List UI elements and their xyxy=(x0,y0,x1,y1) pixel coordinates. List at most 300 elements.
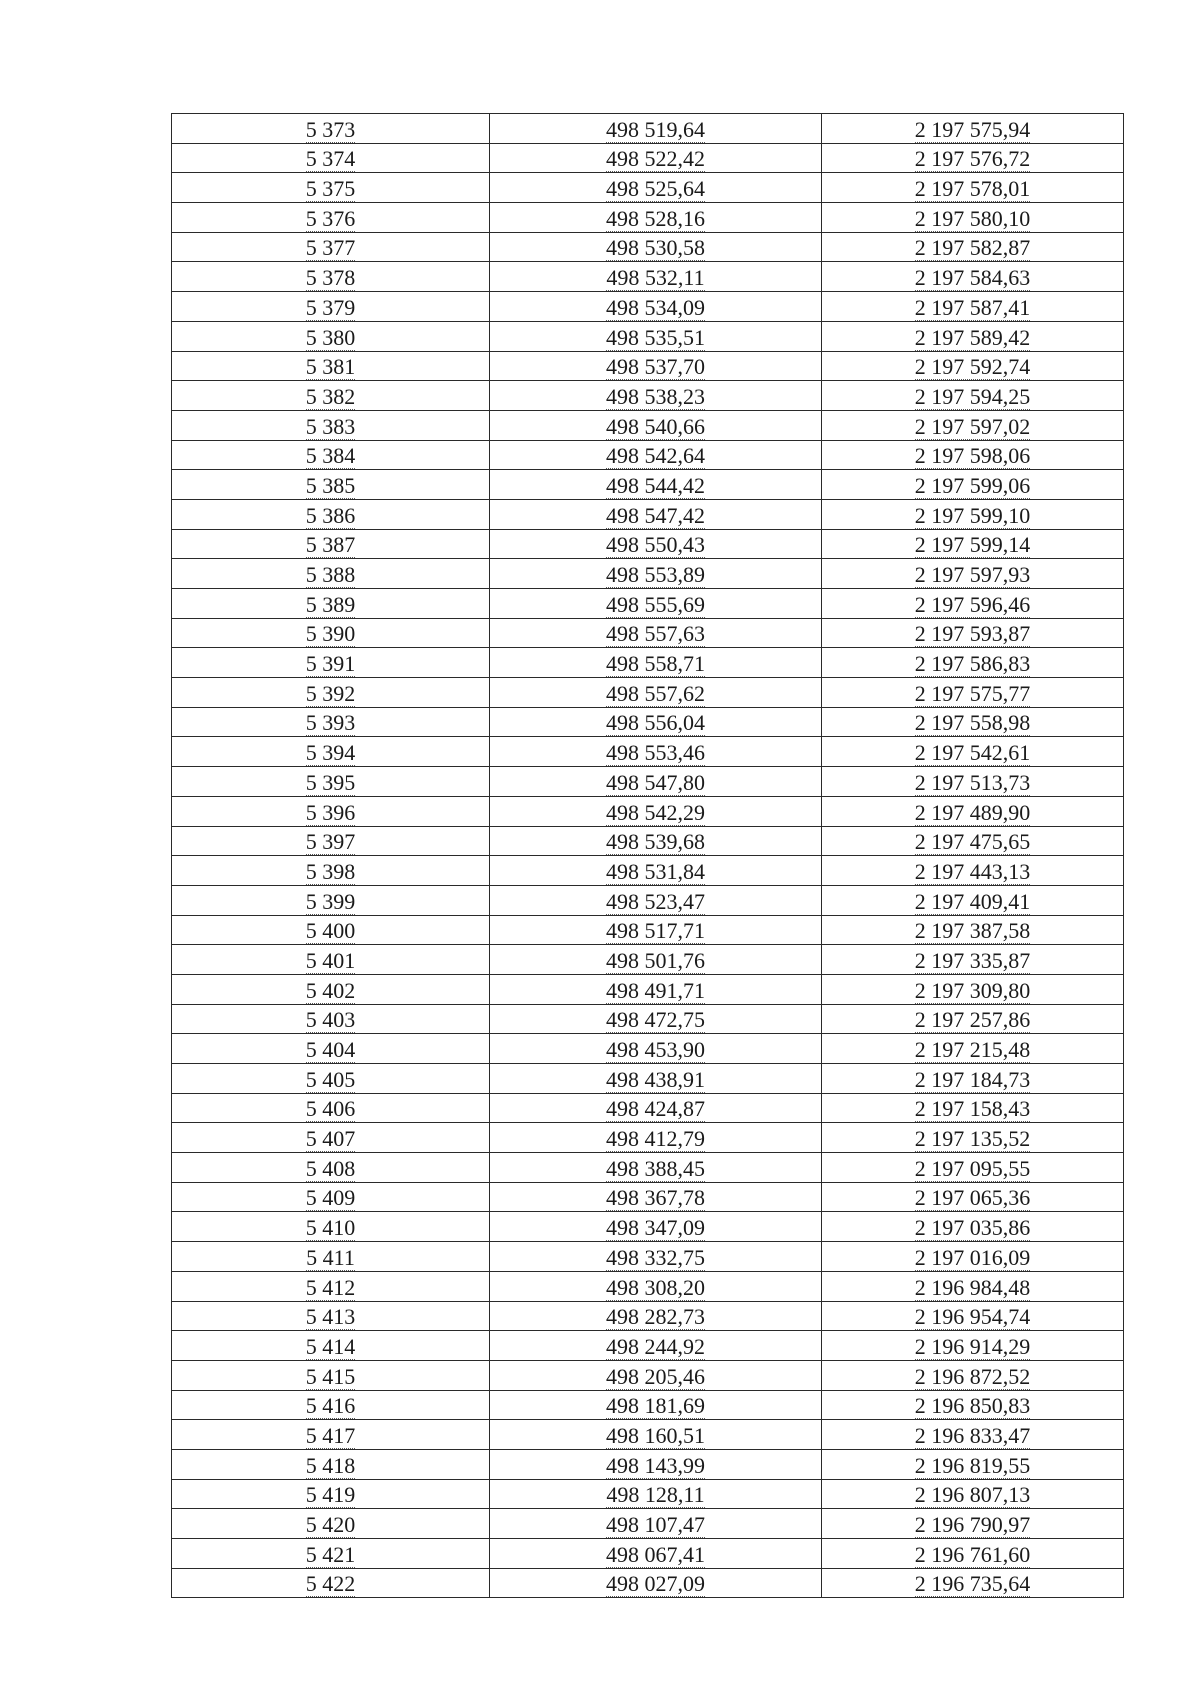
cell-text: 5 415 xyxy=(305,1363,356,1389)
cell-text: 2 196 807,13 xyxy=(914,1482,1031,1508)
x-coordinate-cell xyxy=(490,410,822,440)
x-coordinate-cell xyxy=(490,915,822,945)
cell-text: 5 402 xyxy=(305,977,356,1003)
point-number-cell xyxy=(172,321,490,351)
y-coordinate-cell xyxy=(822,499,1124,529)
cell-text: 5 401 xyxy=(305,947,356,973)
table-row xyxy=(172,381,1124,411)
y-coordinate-cell xyxy=(822,915,1124,945)
cell-text: 5 403 xyxy=(305,1007,356,1033)
y-coordinate-cell xyxy=(822,1420,1124,1450)
cell-text: 2 197 184,73 xyxy=(914,1066,1031,1092)
cell-text: 2 197 335,87 xyxy=(914,947,1031,973)
cell-text: 2 197 443,13 xyxy=(914,858,1031,884)
table-row xyxy=(172,1242,1124,1272)
cell-text: 5 385 xyxy=(305,472,356,498)
coordinates-table-body xyxy=(172,114,1124,1598)
y-coordinate-cell xyxy=(822,440,1124,470)
x-coordinate-cell xyxy=(490,618,822,648)
y-coordinate-cell xyxy=(822,262,1124,292)
cell-text: 5 410 xyxy=(305,1215,356,1241)
cell-text: 498 525,64 xyxy=(606,176,705,202)
x-coordinate-cell xyxy=(490,1123,822,1153)
y-coordinate-cell xyxy=(822,648,1124,678)
table-row xyxy=(172,470,1124,500)
x-coordinate-cell xyxy=(490,974,822,1004)
cell-text: 5 390 xyxy=(305,621,356,647)
table-row xyxy=(172,1331,1124,1361)
cell-text: 498 424,87 xyxy=(606,1096,705,1122)
cell-text: 2 197 582,87 xyxy=(914,235,1031,261)
cell-text: 5 416 xyxy=(305,1393,356,1419)
cell-text: 2 196 761,60 xyxy=(914,1541,1031,1567)
cell-text: 5 373 xyxy=(305,116,356,142)
x-coordinate-cell xyxy=(490,321,822,351)
cell-text: 2 197 095,55 xyxy=(914,1155,1031,1181)
table-row xyxy=(172,1034,1124,1064)
point-number-cell xyxy=(172,559,490,589)
cell-text: 2 197 580,10 xyxy=(914,205,1031,231)
cell-text: 2 197 558,98 xyxy=(914,710,1031,736)
cell-text: 5 377 xyxy=(305,235,356,261)
cell-text: 2 197 215,48 xyxy=(914,1037,1031,1062)
x-coordinate-cell xyxy=(490,885,822,915)
y-coordinate-cell xyxy=(822,114,1124,144)
point-number-cell xyxy=(172,351,490,381)
x-coordinate-cell xyxy=(490,1034,822,1064)
cell-text: 5 387 xyxy=(305,532,356,558)
cell-text: 2 197 475,65 xyxy=(914,829,1031,855)
table-row xyxy=(172,1509,1124,1539)
cell-text: 498 453,90 xyxy=(606,1037,705,1062)
cell-text: 2 196 872,52 xyxy=(914,1363,1031,1389)
point-number-cell xyxy=(172,143,490,173)
cell-text: 2 196 819,55 xyxy=(914,1452,1031,1478)
point-number-cell xyxy=(172,796,490,826)
x-coordinate-cell xyxy=(490,1093,822,1123)
x-coordinate-cell xyxy=(490,262,822,292)
point-number-cell xyxy=(172,499,490,529)
cell-text: 498 532,11 xyxy=(606,265,705,291)
y-coordinate-cell xyxy=(822,678,1124,708)
point-number-cell xyxy=(172,173,490,203)
cell-text: 5 376 xyxy=(305,205,356,231)
point-number-cell xyxy=(172,885,490,915)
table-row xyxy=(172,589,1124,619)
x-coordinate-cell xyxy=(490,1509,822,1539)
y-coordinate-cell xyxy=(822,1539,1124,1569)
table-row xyxy=(172,1064,1124,1094)
cell-text: 2 197 575,77 xyxy=(914,680,1031,706)
table-row xyxy=(172,856,1124,886)
cell-text: 498 537,70 xyxy=(606,354,705,380)
point-number-cell xyxy=(172,589,490,619)
point-number-cell xyxy=(172,114,490,144)
cell-text: 5 391 xyxy=(305,651,356,677)
cell-text: 2 197 513,73 xyxy=(914,769,1031,795)
y-coordinate-cell xyxy=(822,737,1124,767)
point-number-cell xyxy=(172,410,490,440)
point-number-cell xyxy=(172,1568,490,1598)
x-coordinate-cell xyxy=(490,143,822,173)
cell-text: 2 197 594,25 xyxy=(914,383,1031,409)
y-coordinate-cell xyxy=(822,1568,1124,1598)
y-coordinate-cell xyxy=(822,470,1124,500)
y-coordinate-cell xyxy=(822,1212,1124,1242)
x-coordinate-cell xyxy=(490,1420,822,1450)
table-row xyxy=(172,648,1124,678)
y-coordinate-cell xyxy=(822,1064,1124,1094)
y-coordinate-cell xyxy=(822,1242,1124,1272)
cell-text: 5 421 xyxy=(305,1541,356,1567)
point-number-cell xyxy=(172,440,490,470)
table-row xyxy=(172,203,1124,233)
cell-text: 2 197 597,02 xyxy=(914,413,1031,439)
cell-text: 5 384 xyxy=(305,443,356,469)
cell-text: 5 381 xyxy=(305,354,356,380)
cell-text: 498 027,09 xyxy=(606,1571,705,1597)
x-coordinate-cell xyxy=(490,1568,822,1598)
cell-text: 498 558,71 xyxy=(606,651,705,677)
table-row xyxy=(172,173,1124,203)
x-coordinate-cell xyxy=(490,529,822,559)
cell-text: 498 517,71 xyxy=(606,918,705,944)
point-number-cell xyxy=(172,232,490,262)
cell-text: 498 143,99 xyxy=(606,1452,705,1478)
table-row xyxy=(172,232,1124,262)
point-number-cell xyxy=(172,1064,490,1094)
x-coordinate-cell xyxy=(490,1182,822,1212)
table-row xyxy=(172,1212,1124,1242)
y-coordinate-cell xyxy=(822,1004,1124,1034)
cell-text: 498 557,62 xyxy=(606,680,705,706)
cell-text: 2 197 599,14 xyxy=(914,532,1031,558)
cell-text: 2 197 586,83 xyxy=(914,651,1031,677)
cell-text: 498 282,73 xyxy=(606,1304,705,1330)
x-coordinate-cell xyxy=(490,173,822,203)
y-coordinate-cell xyxy=(822,232,1124,262)
cell-text: 2 197 135,52 xyxy=(914,1126,1031,1152)
cell-text: 2 197 596,46 xyxy=(914,591,1031,617)
cell-text: 2 197 409,41 xyxy=(914,888,1031,914)
y-coordinate-cell xyxy=(822,321,1124,351)
x-coordinate-cell xyxy=(490,1390,822,1420)
cell-text: 2 197 158,43 xyxy=(914,1096,1031,1122)
cell-text: 5 413 xyxy=(305,1304,356,1330)
cell-text: 5 411 xyxy=(306,1244,355,1270)
cell-text: 5 412 xyxy=(305,1274,356,1300)
y-coordinate-cell xyxy=(822,529,1124,559)
point-number-cell xyxy=(172,203,490,233)
y-coordinate-cell xyxy=(822,1449,1124,1479)
cell-text: 2 197 016,09 xyxy=(914,1244,1031,1270)
cell-text: 498 519,64 xyxy=(606,116,705,142)
y-coordinate-cell xyxy=(822,1123,1124,1153)
table-row xyxy=(172,826,1124,856)
x-coordinate-cell xyxy=(490,856,822,886)
cell-text: 498 244,92 xyxy=(606,1333,705,1359)
point-number-cell xyxy=(172,1242,490,1272)
cell-text: 2 196 833,47 xyxy=(914,1422,1031,1448)
y-coordinate-cell xyxy=(822,1182,1124,1212)
cell-text: 2 197 257,86 xyxy=(914,1007,1031,1033)
cell-text: 5 418 xyxy=(305,1452,356,1478)
x-coordinate-cell xyxy=(490,440,822,470)
cell-text: 498 107,47 xyxy=(606,1512,705,1537)
cell-text: 5 405 xyxy=(305,1066,356,1092)
y-coordinate-cell xyxy=(822,1301,1124,1331)
x-coordinate-cell xyxy=(490,707,822,737)
cell-text: 5 407 xyxy=(305,1126,356,1152)
table-row xyxy=(172,1271,1124,1301)
cell-text: 2 197 575,94 xyxy=(914,116,1031,142)
cell-text: 5 380 xyxy=(305,324,356,350)
cell-text: 2 197 387,58 xyxy=(914,918,1031,944)
y-coordinate-cell xyxy=(822,173,1124,203)
cell-text: 2 196 850,83 xyxy=(914,1393,1031,1419)
y-coordinate-cell xyxy=(822,292,1124,322)
table-row xyxy=(172,559,1124,589)
cell-text: 498 550,43 xyxy=(606,532,705,558)
x-coordinate-cell xyxy=(490,203,822,233)
table-row xyxy=(172,1004,1124,1034)
point-number-cell xyxy=(172,1331,490,1361)
x-coordinate-cell xyxy=(490,351,822,381)
cell-text: 5 404 xyxy=(305,1037,356,1062)
point-number-cell xyxy=(172,915,490,945)
cell-text: 2 197 597,93 xyxy=(914,562,1031,587)
cell-text: 2 196 790,97 xyxy=(914,1512,1031,1537)
table-row xyxy=(172,1093,1124,1123)
y-coordinate-cell xyxy=(822,381,1124,411)
x-coordinate-cell xyxy=(490,737,822,767)
point-number-cell xyxy=(172,529,490,559)
point-number-cell xyxy=(172,974,490,1004)
table-row xyxy=(172,410,1124,440)
cell-text: 498 367,78 xyxy=(606,1185,705,1211)
cell-text: 5 420 xyxy=(305,1512,356,1537)
x-coordinate-cell xyxy=(490,1242,822,1272)
y-coordinate-cell xyxy=(822,826,1124,856)
cell-text: 498 332,75 xyxy=(606,1244,705,1270)
table-row xyxy=(172,1360,1124,1390)
cell-text: 5 409 xyxy=(305,1185,356,1211)
point-number-cell xyxy=(172,1360,490,1390)
y-coordinate-cell xyxy=(822,1479,1124,1509)
point-number-cell xyxy=(172,1420,490,1450)
y-coordinate-cell xyxy=(822,945,1124,975)
point-number-cell xyxy=(172,470,490,500)
cell-text: 2 197 593,87 xyxy=(914,621,1031,647)
point-number-cell xyxy=(172,648,490,678)
cell-text: 5 417 xyxy=(305,1422,356,1448)
y-coordinate-cell xyxy=(822,885,1124,915)
cell-text: 2 197 589,42 xyxy=(914,324,1031,350)
cell-text: 2 197 598,06 xyxy=(914,443,1031,469)
point-number-cell xyxy=(172,262,490,292)
cell-text: 5 392 xyxy=(305,680,356,706)
table-row xyxy=(172,351,1124,381)
cell-text: 5 398 xyxy=(305,858,356,884)
cell-text: 5 383 xyxy=(305,413,356,439)
table-row xyxy=(172,1568,1124,1598)
cell-text: 498 547,42 xyxy=(606,502,705,528)
y-coordinate-cell xyxy=(822,351,1124,381)
cell-text: 2 197 599,10 xyxy=(914,502,1031,528)
y-coordinate-cell xyxy=(822,618,1124,648)
y-coordinate-cell xyxy=(822,767,1124,797)
x-coordinate-cell xyxy=(490,678,822,708)
table-row xyxy=(172,737,1124,767)
cell-text: 498 205,46 xyxy=(606,1363,705,1389)
table-row xyxy=(172,143,1124,173)
cell-text: 5 379 xyxy=(305,294,356,320)
table-row xyxy=(172,974,1124,1004)
x-coordinate-cell xyxy=(490,1212,822,1242)
table-row xyxy=(172,707,1124,737)
table-row xyxy=(172,885,1124,915)
cell-text: 498 067,41 xyxy=(606,1541,705,1567)
cell-text: 2 196 954,74 xyxy=(914,1304,1031,1330)
cell-text: 498 472,75 xyxy=(606,1007,705,1033)
cell-text: 5 389 xyxy=(305,591,356,617)
cell-text: 5 414 xyxy=(305,1333,356,1359)
x-coordinate-cell xyxy=(490,292,822,322)
cell-text: 2 197 489,90 xyxy=(914,799,1031,825)
x-coordinate-cell xyxy=(490,1271,822,1301)
table-row xyxy=(172,1182,1124,1212)
cell-text: 498 388,45 xyxy=(606,1155,705,1181)
point-number-cell xyxy=(172,1153,490,1183)
x-coordinate-cell xyxy=(490,1004,822,1034)
cell-text: 498 538,23 xyxy=(606,383,705,409)
point-number-cell xyxy=(172,1479,490,1509)
point-number-cell xyxy=(172,1093,490,1123)
cell-text: 5 375 xyxy=(305,176,356,202)
point-number-cell xyxy=(172,737,490,767)
point-number-cell xyxy=(172,1182,490,1212)
point-number-cell xyxy=(172,1004,490,1034)
table-row xyxy=(172,767,1124,797)
x-coordinate-cell xyxy=(490,381,822,411)
table-row xyxy=(172,1479,1124,1509)
cell-text: 498 530,58 xyxy=(606,235,705,261)
x-coordinate-cell xyxy=(490,1449,822,1479)
table-row xyxy=(172,678,1124,708)
x-coordinate-cell xyxy=(490,470,822,500)
cell-text: 2 197 576,72 xyxy=(914,146,1031,172)
cell-text: 498 542,64 xyxy=(606,443,705,469)
cell-text: 498 522,42 xyxy=(606,146,705,172)
table-row xyxy=(172,796,1124,826)
y-coordinate-cell xyxy=(822,1509,1124,1539)
cell-text: 5 408 xyxy=(305,1155,356,1181)
cell-text: 498 128,11 xyxy=(606,1482,705,1508)
table-row xyxy=(172,440,1124,470)
table-row xyxy=(172,945,1124,975)
cell-text: 5 374 xyxy=(305,146,356,172)
point-number-cell xyxy=(172,826,490,856)
cell-text: 5 394 xyxy=(305,740,356,766)
point-number-cell xyxy=(172,856,490,886)
table-row xyxy=(172,915,1124,945)
x-coordinate-cell xyxy=(490,1539,822,1569)
point-number-cell xyxy=(172,1123,490,1153)
cell-text: 2 197 592,74 xyxy=(914,354,1031,380)
cell-text: 498 542,29 xyxy=(606,799,705,825)
x-coordinate-cell xyxy=(490,1153,822,1183)
cell-text: 2 197 035,86 xyxy=(914,1215,1031,1241)
table-row xyxy=(172,1449,1124,1479)
y-coordinate-cell xyxy=(822,707,1124,737)
cell-text: 498 528,16 xyxy=(606,205,705,231)
x-coordinate-cell xyxy=(490,1360,822,1390)
cell-text: 498 553,89 xyxy=(606,562,705,587)
point-number-cell xyxy=(172,945,490,975)
point-number-cell xyxy=(172,767,490,797)
point-number-cell xyxy=(172,381,490,411)
cell-text: 2 197 065,36 xyxy=(914,1185,1031,1211)
cell-text: 2 196 735,64 xyxy=(914,1571,1031,1597)
cell-text: 498 491,71 xyxy=(606,977,705,1003)
cell-text: 498 160,51 xyxy=(606,1422,705,1448)
cell-text: 5 393 xyxy=(305,710,356,736)
table-row xyxy=(172,1153,1124,1183)
table-row xyxy=(172,292,1124,322)
coordinates-table xyxy=(171,113,1124,1598)
cell-text: 2 197 578,01 xyxy=(914,176,1031,202)
table-row xyxy=(172,321,1124,351)
x-coordinate-cell xyxy=(490,499,822,529)
table-row xyxy=(172,1301,1124,1331)
cell-text: 2 196 914,29 xyxy=(914,1333,1031,1359)
point-number-cell xyxy=(172,1390,490,1420)
table-row xyxy=(172,1539,1124,1569)
cell-text: 498 555,69 xyxy=(606,591,705,617)
point-number-cell xyxy=(172,292,490,322)
point-number-cell xyxy=(172,1509,490,1539)
cell-text: 498 531,84 xyxy=(606,858,705,884)
y-coordinate-cell xyxy=(822,796,1124,826)
cell-text: 498 535,51 xyxy=(606,324,705,350)
table-row xyxy=(172,618,1124,648)
cell-text: 5 419 xyxy=(305,1482,356,1508)
cell-text: 498 523,47 xyxy=(606,888,705,914)
y-coordinate-cell xyxy=(822,203,1124,233)
x-coordinate-cell xyxy=(490,232,822,262)
point-number-cell xyxy=(172,1539,490,1569)
table-row xyxy=(172,114,1124,144)
cell-text: 498 181,69 xyxy=(606,1393,705,1419)
cell-text: 2 197 599,06 xyxy=(914,472,1031,498)
y-coordinate-cell xyxy=(822,410,1124,440)
y-coordinate-cell xyxy=(822,856,1124,886)
table-row xyxy=(172,1123,1124,1153)
point-number-cell xyxy=(172,1034,490,1064)
point-number-cell xyxy=(172,678,490,708)
cell-text: 498 412,79 xyxy=(606,1126,705,1152)
cell-text: 5 399 xyxy=(305,888,356,914)
x-coordinate-cell xyxy=(490,1064,822,1094)
cell-text: 498 308,20 xyxy=(606,1274,705,1300)
cell-text: 2 197 584,63 xyxy=(914,265,1031,291)
y-coordinate-cell xyxy=(822,589,1124,619)
table-row xyxy=(172,529,1124,559)
point-number-cell xyxy=(172,1271,490,1301)
cell-text: 5 422 xyxy=(305,1571,356,1597)
point-number-cell xyxy=(172,1301,490,1331)
cell-text: 498 553,46 xyxy=(606,740,705,766)
